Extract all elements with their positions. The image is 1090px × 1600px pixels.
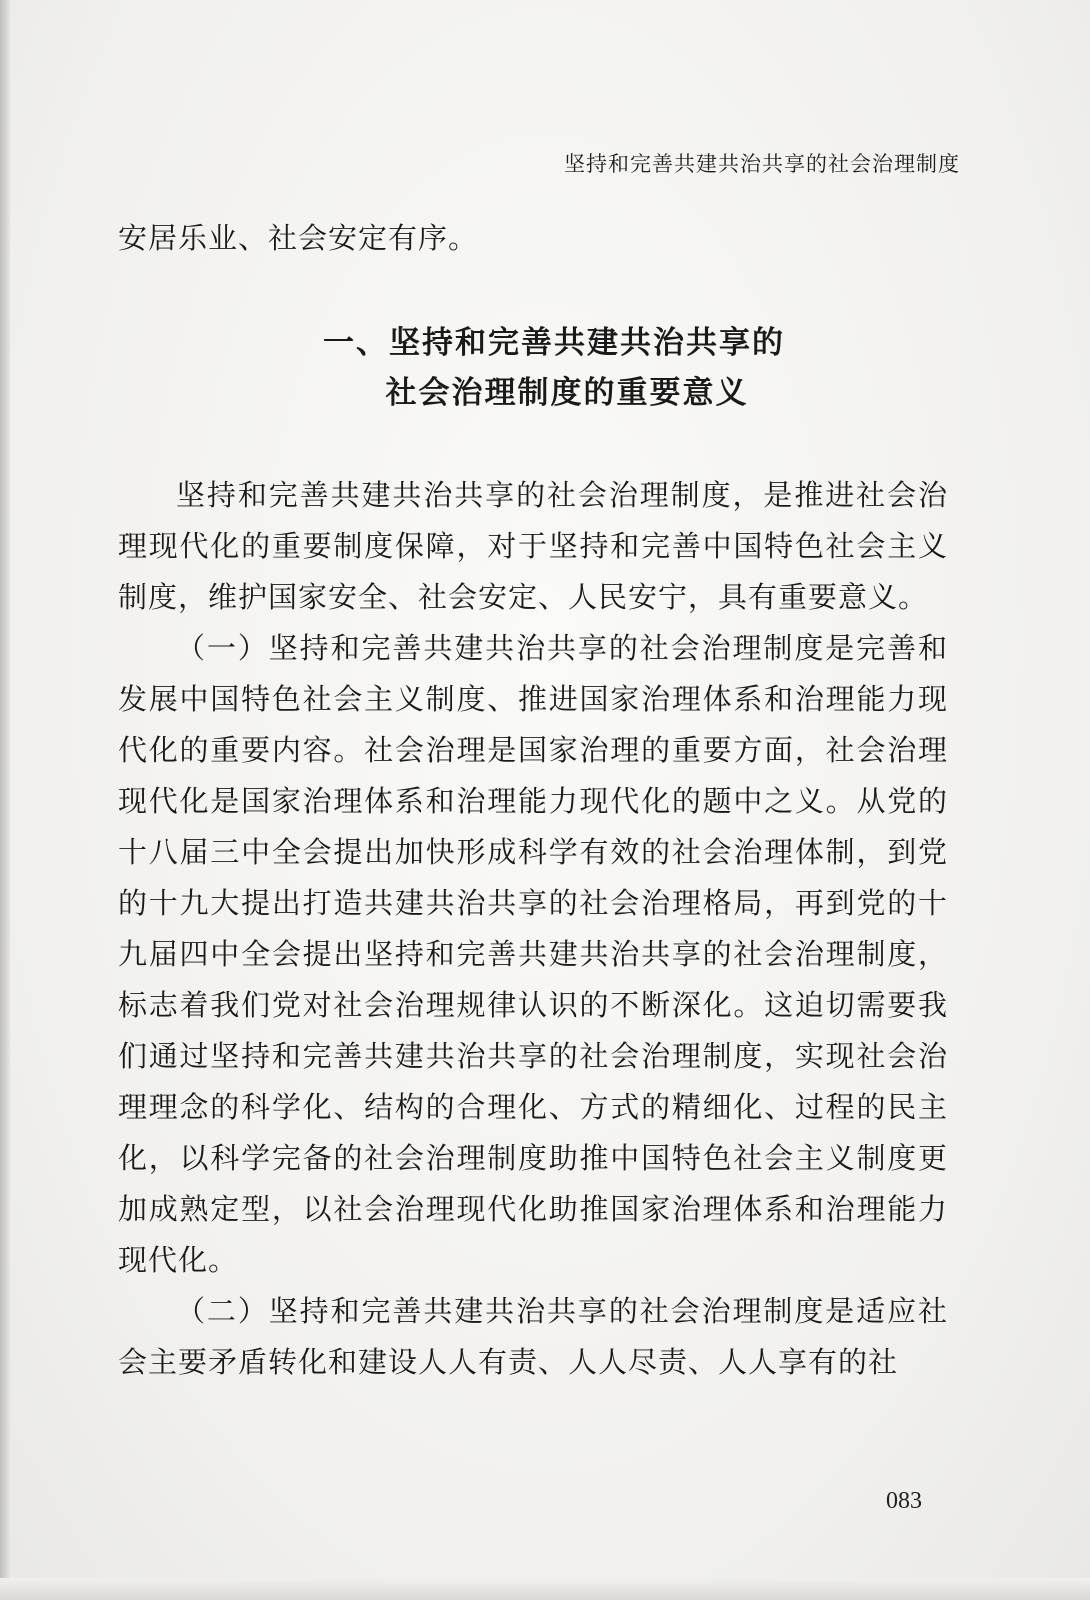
paragraph-intro: 坚持和完善共建共治共享的社会治理制度，是推进社会治理现代化的重要制度保障，对于坚持和完善中国特色社会主义制度，维护国家安全、社会安定、人民安宁，具有重要意义。 xyxy=(118,478,948,614)
paragraph-point-2: （二）坚持和完善共建共治共享的社会治理制度是适应社会主要矛盾转化和建设人人有责、人人尽责、人人享有的社 xyxy=(118,1294,948,1379)
section-heading-line-2: 社会治理制度的重要意义 xyxy=(385,375,749,411)
body-text xyxy=(118,470,948,1388)
section-heading-line-1: 一、坚持和完善共建共治共享的 xyxy=(323,325,785,361)
paragraph-point-1: （一）坚持和完善共建共治共享的社会治理制度是完善和发展中国特色社会主义制度、推进国家治理体系和治理能力现代化的重要内容。社会治理是国家治理的重要方面，社会治理现代化是国家治理体系和治理能力现代化的题中之义。从党的十八届三中全会提出加快形成科学有效的社会治理体制，到党的十九大提出打造共建共治共享的社会治理格局，再到党的十九届四中全会提出坚持和完善共建共治共享的社会治理制度，标志着我们党对社会治理规律认识的不断深化。这迫切需要我们通过坚持和完善共建共治共享的社会治理制度，实现社会治理理念的科学化、结构的合理化、方式的精细化、过程的民主化，以科学完备的社会治理制度助推中国特色社会主义制度更加成熟定型，以社会治理现代化助推国家治理体系和治理能力现代化。 xyxy=(118,631,948,1277)
page-number: 083 xyxy=(886,1488,922,1514)
opening-line: 安居乐业、社会安定有序。 xyxy=(118,221,479,255)
section-heading xyxy=(0,318,1090,418)
page-bottom-edge xyxy=(0,1578,1090,1600)
opening-text xyxy=(118,213,948,264)
page-binding-edge xyxy=(0,0,10,1600)
running-head: 坚持和完善共建共治共享的社会治理制度 xyxy=(564,152,960,176)
